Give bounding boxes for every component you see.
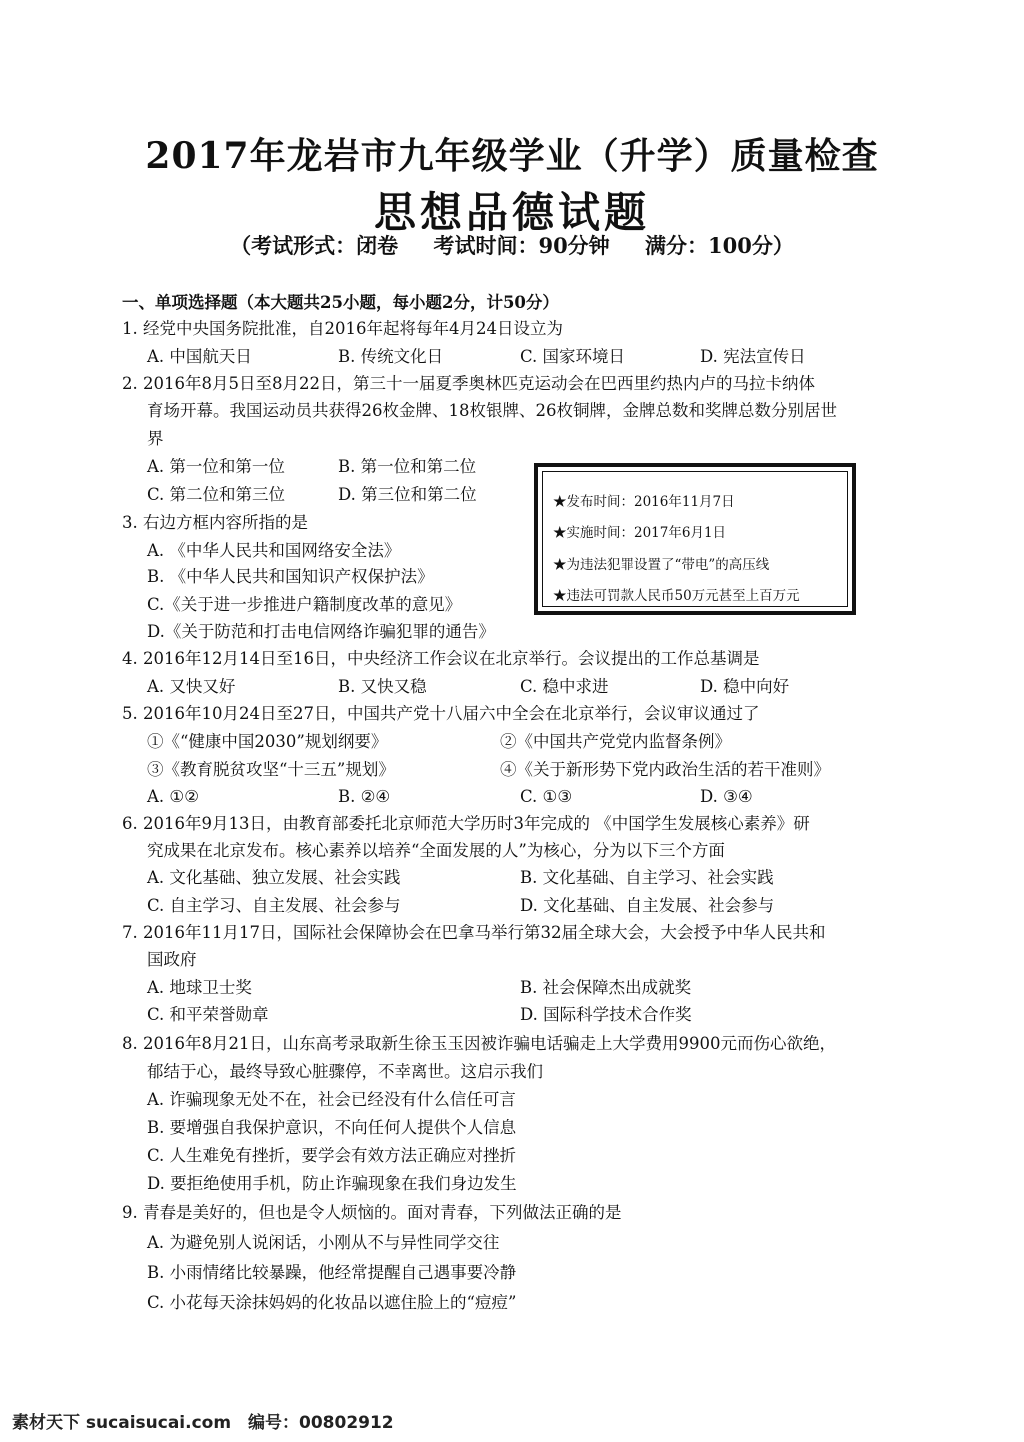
option: B. 传统文化日 (338, 347, 444, 366)
info-box-line: ★发布时间：2016年11月7日 (553, 494, 735, 510)
option: B. 社会保障杰出成就奖 (520, 978, 692, 997)
info-box (534, 463, 856, 615)
exam-time: 考试时间：90分钟 (433, 233, 610, 258)
exam-form: （考试形式：闭卷 (230, 233, 399, 258)
statement-item: ②《中国共产党党内监督条例》 (500, 732, 731, 751)
option: B. 要增强自我保护意识，不向任何人提供个人信息 (147, 1118, 517, 1137)
section-heading: 一、单项选择题（本大题共25小题，每小题2分，计50分） (122, 293, 559, 312)
option: D. 国际科学技术合作奖 (520, 1005, 692, 1024)
statement-item: ①《“健康中国2030”规划纲要》 (147, 732, 388, 751)
option: A. 诈骗现象无处不在，社会已经没有什么信任可言 (147, 1090, 516, 1109)
question-stem: 4. 2016年12月14日至16日，中央经济工作会议在北京举行。会议提出的工作总基调是 (122, 649, 760, 668)
option: A. ①② (147, 787, 199, 806)
option: B. 第一位和第二位 (338, 457, 477, 476)
question-stem: 7. 2016年11月17日，国际社会保障协会在巴拿马举行第32届全球大会，大会授予中华人民共和 (122, 923, 826, 942)
question-stem: 界 (147, 429, 164, 448)
page-title: 2017年龙岩市九年级学业（升学）质量检查 (145, 135, 879, 177)
full-score: 满分：100分） (645, 233, 794, 258)
option: B. 又快又稳 (338, 677, 427, 696)
option: B. 文化基础、自主学习、社会实践 (520, 868, 774, 887)
option: D. 文化基础、自主发展、社会参与 (520, 896, 775, 915)
option: A. 又快又好 (147, 677, 236, 696)
option: A. 《中华人民共和国网络安全法》 (147, 541, 401, 560)
page-subject-title: 思想品德试题 (373, 188, 650, 237)
watermark-id: 编号：00802912 (248, 1413, 394, 1433)
info-box-inner-border (542, 471, 848, 607)
option: D.《关于防范和打击电信网络诈骗犯罪的通告》 (147, 622, 495, 641)
option: C. 自主学习、自主发展、社会参与 (147, 896, 401, 915)
question-stem: 1. 经党中央国务院批准，自2016年起将每年4月24日设立为 (122, 319, 563, 338)
question-stem: 6. 2016年9月13日，由教育部委托北京师范大学历时3年完成的 《中国学生发展核心素养》研 (122, 814, 810, 833)
exam-info (0, 230, 1024, 260)
question-stem: 9. 青春是美好的，但也是令人烦恼的。面对青春，下列做法正确的是 (122, 1203, 622, 1222)
option: D. 宪法宣传日 (700, 347, 806, 366)
question-stem: 国政府 (147, 950, 197, 969)
option: A. 地球卫士奖 (147, 978, 252, 997)
statement-item: ③《教育脱贫攻坚“十三五”规划》 (147, 760, 395, 779)
question-stem: 郁结于心，最终导致心脏骤停，不幸离世。这启示我们 (147, 1062, 543, 1081)
option: C. 第二位和第三位 (147, 485, 286, 504)
option: C. 人生难免有挫折，要学会有效方法正确应对挫折 (147, 1146, 517, 1165)
option: D. 稳中向好 (700, 677, 790, 696)
info-box-line: ★实施时间：2017年6月1日 (553, 525, 727, 541)
question-stem: 2. 2016年8月5日至8月22日，第三十一届夏季奥林匹克运动会在巴西里约热内卢的马拉卡纳体 (122, 374, 815, 393)
watermark-site: 素材天下 sucaisucai.com (12, 1413, 232, 1433)
option: C. 小花每天涂抹妈妈的化妆品以遮住脸上的“痘痘” (147, 1293, 517, 1312)
option: C. 稳中求进 (520, 677, 609, 696)
option: D. 要拒绝使用手机，防止诈骗现象在我们身边发生 (147, 1174, 517, 1193)
option: C. 和平荣誉勋章 (147, 1005, 269, 1024)
option: C. ①③ (520, 787, 573, 806)
option: A. 中国航天日 (147, 347, 252, 366)
option: D. ③④ (700, 787, 753, 806)
question-stem: 究成果在北京发布。核心素养以培养“全面发展的人”为核心，分为以下三个方面 (147, 841, 725, 860)
option: B. 小雨情绪比较暴躁，他经常提醒自己遇事要冷静 (147, 1263, 517, 1282)
option: B. ②④ (338, 787, 391, 806)
option: C.《关于进一步推进户籍制度改革的意见》 (147, 595, 462, 614)
option: B. 《中华人民共和国知识产权保护法》 (147, 567, 434, 586)
option: D. 第三位和第二位 (338, 485, 477, 504)
option: A. 文化基础、独立发展、社会实践 (147, 868, 401, 887)
info-box-line: ★违法可罚款人民币50万元甚至上百万元 (553, 588, 800, 604)
option: C. 国家环境日 (520, 347, 626, 366)
question-stem: 8. 2016年8月21日，山东高考录取新生徐玉玉因被诈骗电话骗走上大学费用9900元而伤心欲绝， (122, 1034, 836, 1053)
question-stem: 育场开幕。我国运动员共获得26枚金牌、18枚银牌、26枚铜牌，金牌总数和奖牌总数分别居世 (147, 401, 837, 420)
option: A. 为避免别人说闲话，小刚从不与异性同学交往 (147, 1233, 500, 1252)
option: A. 第一位和第一位 (147, 457, 285, 476)
question-stem: 5. 2016年10月24日至27日，中国共产党十八届六中全会在北京举行，会议审议通过了 (122, 704, 760, 723)
question-stem: 3. 右边方框内容所指的是 (122, 513, 308, 532)
statement-item: ④《关于新形势下党内政治生活的若干准则》 (500, 760, 830, 779)
info-box-line: ★为违法犯罪设置了“带电”的高压线 (553, 557, 770, 573)
